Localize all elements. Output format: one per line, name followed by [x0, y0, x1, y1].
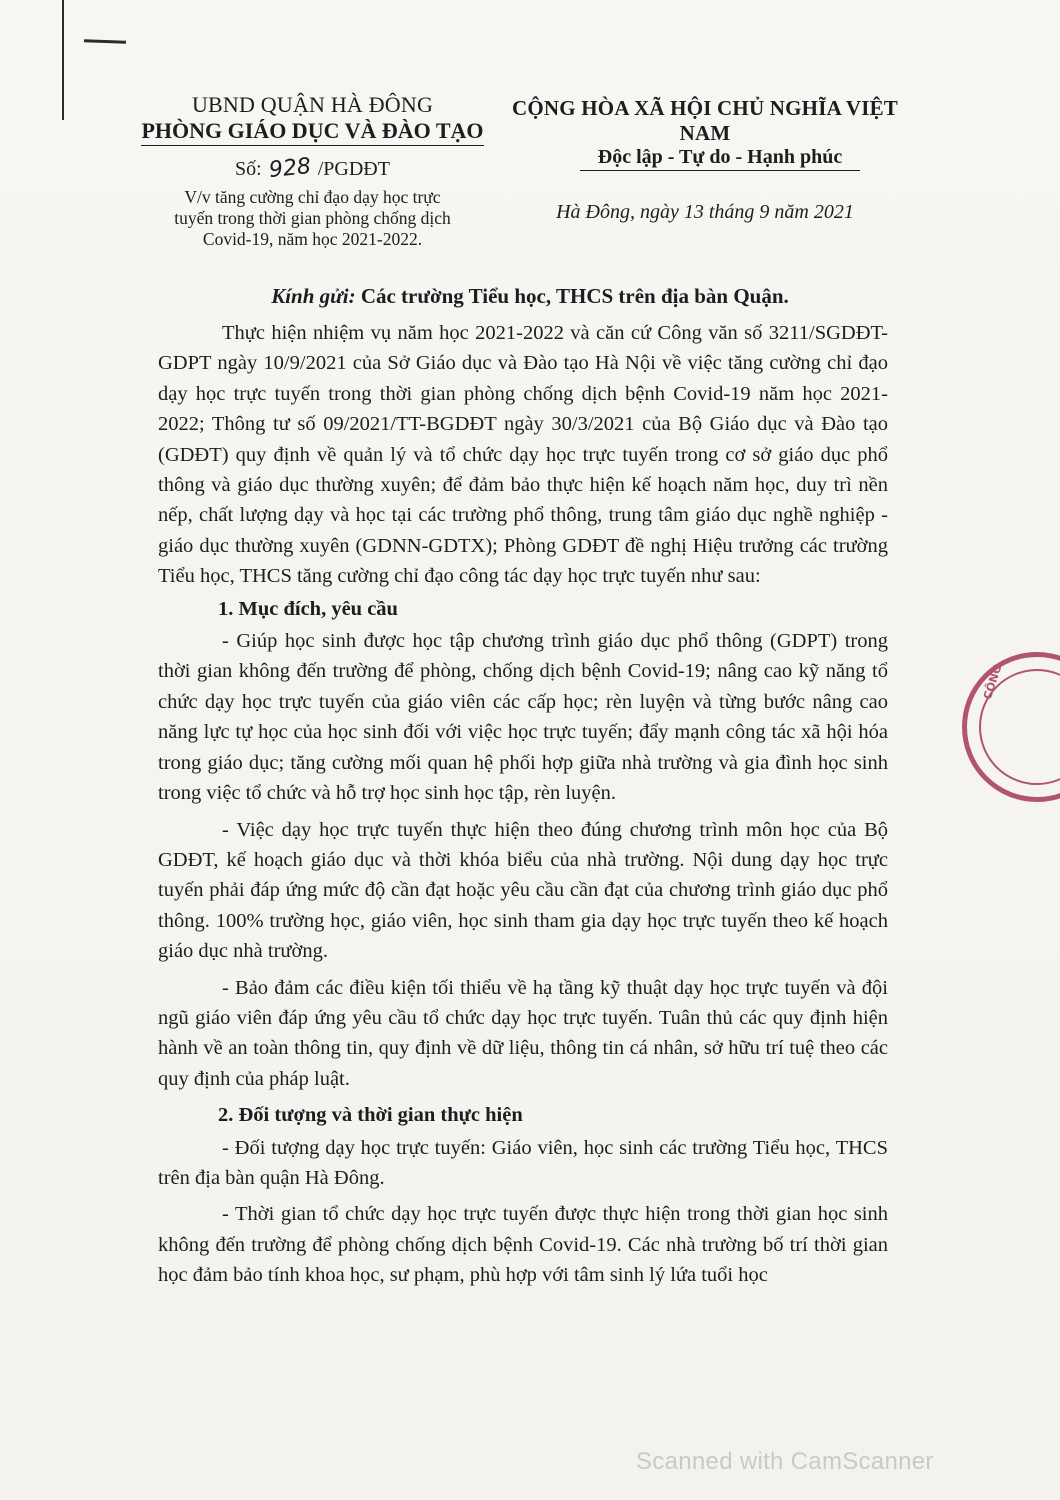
body-paragraph: - Đối tượng dạy học trực tuyến: Giáo viên, học sinh các trường Tiểu học, THCS trên địa bàn quận Hà Đông. [158, 1136, 888, 1189]
recipient-text: Các trường Tiểu học, THCS trên địa bàn Quận. [360, 284, 789, 308]
scan-corner-mark [84, 39, 126, 43]
subject-line: V/v tăng cường chỉ đạo dạy học trực [184, 187, 441, 207]
body-paragraph: - Bảo đảm các điều kiện tối thiểu về hạ tầng kỹ thuật dạy học trực tuyến và đội ngũ giáo viên đáp ứng yêu cầu tổ chức dạy học trực tuyến. Tuân thủ các quy định hiện hành về an toàn thông tin, quy định về dữ liệu, thông tin cá nhân, sở hữu trí tuệ theo các quy định của pháp luật. [158, 976, 888, 1090]
section-heading: 1. Mục đích, yêu cầu [218, 597, 398, 620]
recipient-label: Kính gửi: [271, 284, 356, 308]
recipient-line [0, 284, 1060, 309]
department-name: PHÒNG GIÁO DỤC VÀ ĐÀO TẠO [141, 118, 483, 146]
agency-name: UBND QUẬN HÀ ĐÔNG [191, 92, 434, 117]
document-number [140, 153, 485, 184]
official-stamp [962, 652, 1060, 802]
national-motto: Độc lập - Tự do - Hạnh phúc [580, 146, 860, 171]
issuer-block [140, 92, 485, 250]
republic-title: CỘNG HÒA XÃ HỘI CHỦ NGHĨA VIỆT NAM [512, 96, 898, 145]
scanner-watermark: Scanned with CamScanner [636, 1448, 934, 1475]
document-subject [140, 187, 485, 250]
intro-paragraph: Thực hiện nhiệm vụ năm học 2021-2022 và căn cứ Công văn số 3211/SGDĐT-GDPT ngày 10/9/2021 của Sở Giáo dục và Đào tạo Hà Nội về việc tăng cường chỉ đạo dạy học trực tuyến trong thời gian phòng chống dịch bệnh Covid-19 năm học 2021-2022; Thông tư số 09/2021/TT-BGDĐT ngày 30/3/2021 của Bộ Giáo dục và Đào tạo (GDĐT) quy định về quản lý và tổ chức dạy học trực tuyến trong cơ sở giáo dục phổ thông và giáo dục thường xuyên; để đảm bảo thực hiện kế hoạch năm học, duy trì nền nếp, chất lượng dạy và học tại các trường phổ thông, trung tâm giáo dục nghề nghiệp - giáo dục thường xuyên (GDNN-GDTX); Phòng GDĐT đề nghị Hiệu trưởng các trường Tiểu học, THCS tăng cường chỉ đạo công tác dạy học trực tuyến như sau: [158, 322, 888, 588]
scan-edge-line [62, 0, 64, 120]
issue-date: Hà Đông, ngày 13 tháng 9 năm 2021 [556, 201, 854, 223]
body-paragraph: - Việc dạy học trực tuyến thực hiện theo đúng chương trình môn học của Bộ GDĐT, kế hoạch giáo dục và thời khóa biểu của nhà trường. Nội dung dạy học trực tuyến phải đáp ứng mức độ cần đạt hoặc yêu cầu cần đạt của chương trình giáo dục phổ thông. 100% trường học, giáo viên, học sinh tham gia dạy học trực tuyến theo kế hoạch giáo dục nhà trường. [158, 818, 888, 963]
doc-no-suffix: /PGDĐT [317, 158, 390, 180]
subject-line: tuyến trong thời gian phòng chống dịch [174, 208, 451, 228]
stamp-text: CÔNG [981, 663, 1005, 702]
national-header [490, 96, 920, 224]
document-body [158, 318, 888, 1291]
doc-no-handwritten: 928 [267, 153, 312, 184]
body-paragraph: - Giúp học sinh được học tập chương trình giáo dục phổ thông (GDPT) trong thời gian không đến trường để phòng, chống dịch bệnh Covid-19; nâng cao kỹ năng tổ chức dạy học trực tuyến của giáo viên các cấp học; rèn luyện và từng bước nâng cao năng lực tự học của học sinh đối với việc học trực tuyến; đẩy mạnh công tác xã hội hóa trong giáo dục; tăng cường mối quan hệ phối hợp giữa nhà trường và gia đình học sinh trong việc tổ chức và hỗ trợ học sinh học tập, rèn luyện. [158, 630, 888, 805]
doc-no-prefix: Số: [235, 158, 262, 180]
body-paragraph: - Thời gian tổ chức dạy học trực tuyến được thực hiện trong thời gian học sinh không đến trường để phòng chống dịch bệnh Covid-19. Các nhà trường bố trí thời gian học đảm bảo tính khoa học, sư phạm, phù hợp với tâm sinh lý lứa tuổi học [158, 1203, 888, 1287]
subject-line: Covid-19, năm học 2021-2022. [202, 229, 423, 249]
section-heading: 2. Đối tượng và thời gian thực hiện [218, 1104, 523, 1127]
